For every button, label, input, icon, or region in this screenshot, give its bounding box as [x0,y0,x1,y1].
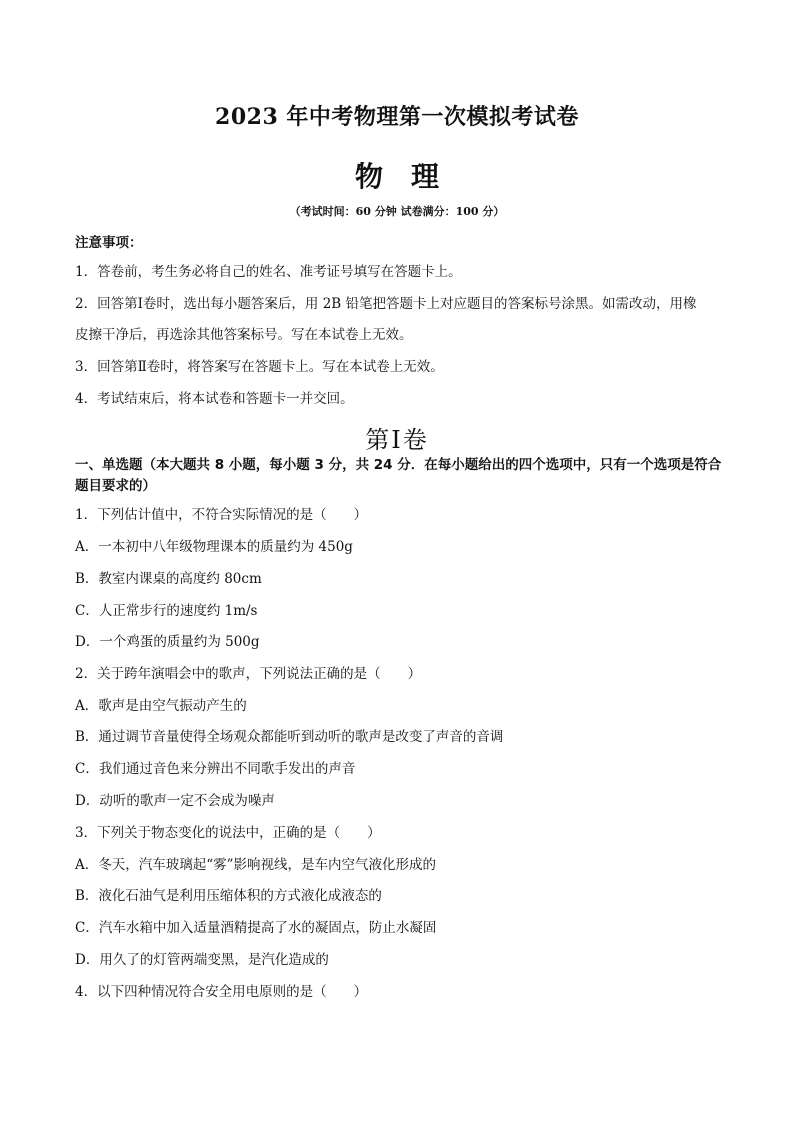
exam-info: （考试时间：60 分钟 试卷满分：100 分） [289,205,505,218]
note-item: 皮擦干净后，再选涂其他答案标号。写在本试卷上无效。 [75,327,413,343]
section-heading: 一、单选题（本大题共 8 小题，每小题 3 分，共 24 分．在每小题给出的四个选项中，只有一个选项是符合 [75,457,722,473]
option-b: B．教室内课桌的高度约 80cm [75,571,262,587]
option-c: C．汽车水箱中加入适量酒精提高了水的凝固点，防止水凝固 [75,920,437,936]
note-item: 1．答卷前，考生务必将自己的姓名、准考证号填写在答题卡上。 [75,264,462,280]
option-c: C．我们通过音色来分辨出不同歌手发出的声音 [75,761,356,777]
option-b: B．液化石油气是利用压缩体积的方式液化成液态的 [75,888,382,904]
subject-title: 物理 [354,160,467,193]
option-a: A．一本初中八年级物理课本的质量约为 450g [75,539,353,555]
volume-title: 第Ⅰ卷 [365,426,429,454]
section-heading-cont: 题目要求的） [75,478,156,494]
option-a: A．冬天，汽车玻璃起“雾”影响视线，是车内空气液化形成的 [75,857,437,873]
question-stem: 2．关于跨年演唱会中的歌声，下列说法正确的是（ ） [75,666,422,682]
option-c: C．人正常步行的速度约 1m/s [75,603,258,619]
note-item: 2．回答第Ⅰ卷时，选出每小题答案后，用 2B 铅笔把答题卡上对应题目的答案标号涂黑。如需改动，用橡 [75,296,697,312]
option-d: D．动听的歌声一定不会成为噪声 [75,793,275,809]
notes-heading: 注意事项： [75,235,143,251]
note-item: 4．考试结束后，将本试卷和答题卡一并交回。 [75,391,354,407]
option-d: D．一个鸡蛋的质量约为 500g [75,634,260,650]
question-stem: 1．下列估计值中，不符合实际情况的是（ ） [75,507,368,523]
question-stem: 3．下列关于物态变化的说法中，正确的是（ ） [75,825,381,841]
question-stem: 4．以下四种情况符合安全用电原则的是（ ） [75,984,368,1000]
option-a: A．歌声是由空气振动产生的 [75,698,247,714]
option-d: D．用久了的灯管两端变黑，是汽化造成的 [75,952,329,968]
option-b: B．通过调节音量使得全场观众都能听到动听的歌声是改变了声音的音调 [75,729,504,745]
exam-title: 2023 年中考物理第一次模拟考试卷 [215,104,579,130]
note-item: 3．回答第Ⅱ卷时，将答案写在答题卡上。写在本试卷上无效。 [75,359,444,375]
